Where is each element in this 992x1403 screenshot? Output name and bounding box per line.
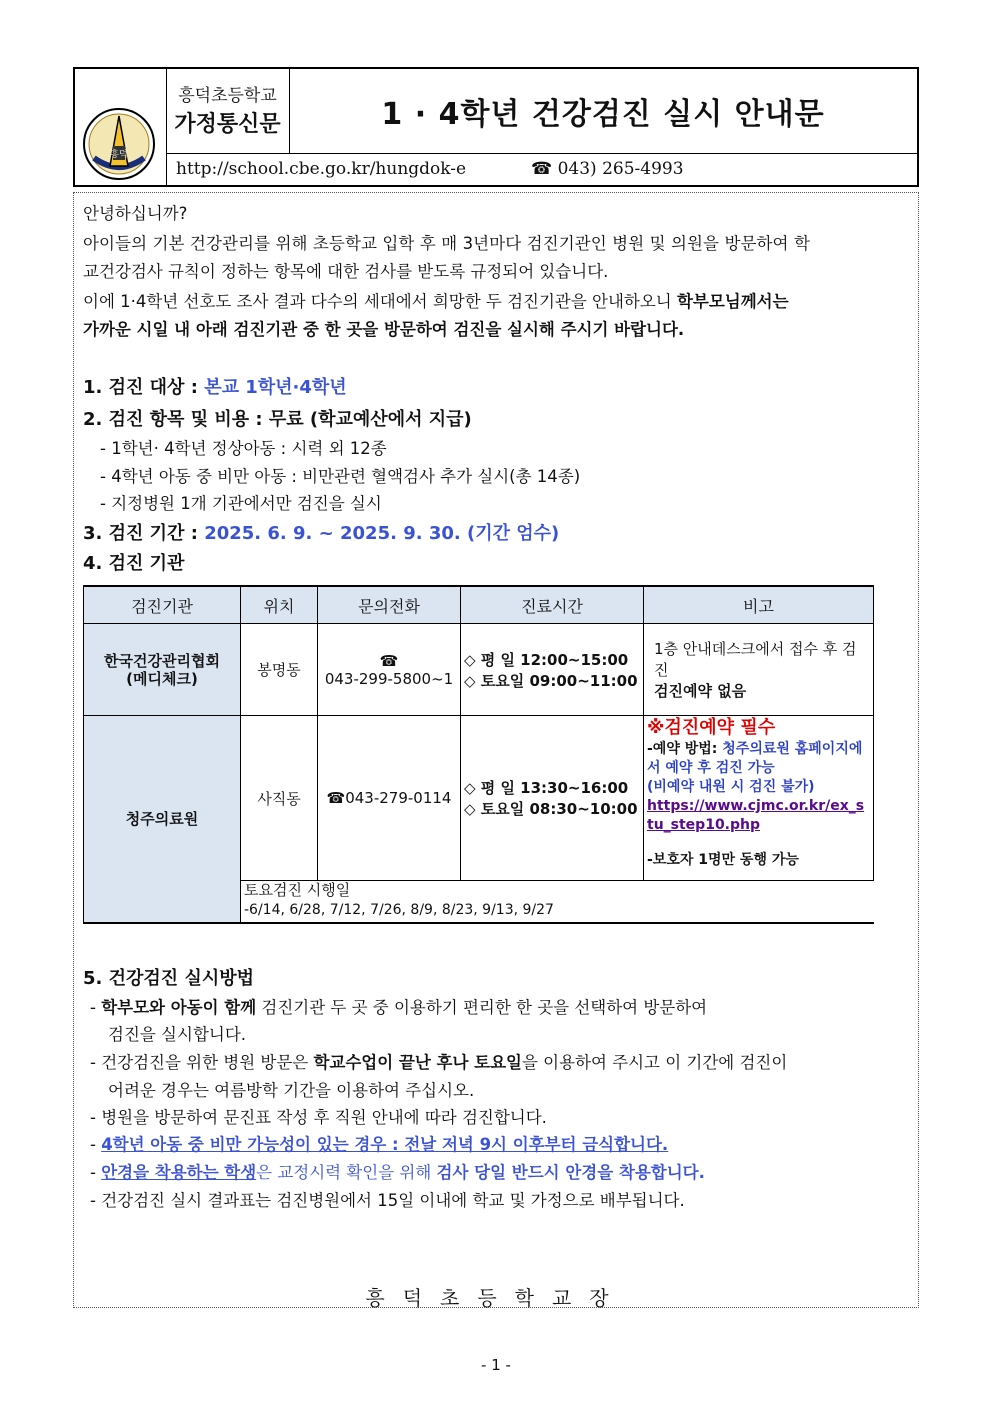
method-glasses-student: 안경을 착용하는 학생	[101, 1163, 257, 1182]
institution-table	[83, 585, 874, 924]
method-fasting: 4학년 아동 중 비만 가능성이 있는 경우 : 전날 저녁 9시 이후부터 금식합니다.	[101, 1135, 669, 1154]
saturday-schedule	[241, 881, 874, 923]
section-2-item: - 지정병원 1개 기관에서만 검진을 실시	[100, 494, 382, 513]
hospital-name: 한국건강관리협회 (메디체크)	[84, 624, 241, 716]
hospital-name: 청주의료원	[84, 716, 241, 923]
method-item: - 안경을 착용하는 학생은 교정시력 확인을 위해 검사 당일 반드시 안경을 착용합니다.	[90, 1163, 705, 1182]
hospital-phone: 043-299-5800~1	[324, 669, 454, 688]
method-text: 병원을 방문하여 문진표 작성 후 직원 안내에 따라 검진합니다.	[101, 1108, 547, 1127]
newsletter-label: 가정통신문	[174, 112, 281, 137]
col-header: 문의전화	[318, 586, 461, 624]
school-phone: ☎ 043) 265-4993	[531, 159, 684, 179]
section-2: 2. 검진 항목 및 비용 : 무료 (학교예산에서 지급)	[83, 409, 472, 430]
section-2-item: - 1학년· 4학년 정상아동 : 시력 외 12종	[100, 439, 387, 458]
col-header: 위치	[241, 586, 318, 624]
intro-p1b: 교건강검사 규칙이 정하는 항목에 대한 검사를 받도록 규정되어 있습니다.	[83, 262, 609, 281]
hours-weekday: ◇ 평 일 13:30~16:00	[464, 779, 629, 797]
reservation-link[interactable]: https://www.cjmc.or.kr/ex_stu_step10.php	[647, 797, 865, 833]
hospital-hours	[461, 624, 644, 716]
method-text: 검진기관 두 곳 중 이용하기 편리한 한 곳을 선택하여 방문하여	[256, 998, 708, 1017]
saturday-title: 토요검진 시행일	[244, 881, 351, 899]
method-item: - 병원을 방문하여 문진표 작성 후 직원 안내에 따라 검진합니다.	[90, 1108, 547, 1127]
note-line: 검진예약 없음	[654, 682, 747, 700]
school-url[interactable]: http://school.cbe.go.kr/hungdok-e	[176, 159, 467, 179]
hospital-phone: ☎043-279-0114	[318, 716, 461, 881]
method-label: -예약 방법:	[647, 741, 723, 758]
principal-signature: 흥덕초등학교장	[365, 1286, 627, 1310]
method-item: - 학부모와 아동이 함께 검진기관 두 곳 중 이용하기 편리한 한 곳을 선택하여 방문하여	[90, 998, 708, 1017]
section-3-value: 2025. 6. 9. ~ 2025. 9. 30. (기간 엄수)	[204, 523, 560, 544]
section-1-value: 본교 1학년·4학년	[204, 377, 347, 398]
method-item-cont: 어려운 경우는 여름방학 기간을 이용하여 주십시오.	[108, 1081, 475, 1100]
hospital-hours	[461, 716, 644, 881]
hospital-phone-cell	[318, 624, 461, 716]
phone-icon: ☎	[379, 651, 399, 670]
method-glasses: 검사 당일 반드시 안경을 착용합니다.	[436, 1163, 705, 1182]
method-text: 을 이용하여 주시고 이 기간에 검진이	[521, 1053, 788, 1072]
hours-saturday: ◇ 토요일 09:00~11:00	[464, 671, 638, 690]
col-header: 비고	[644, 586, 874, 624]
reservation-warning: (비예약 내원 시 검진 불가)	[647, 779, 815, 796]
intro-p2b: 가까운 시일 내 아래 검진기관 중 한 곳을 방문하여 검진을 실시해 주시기 바랍니다.	[83, 320, 685, 339]
table-row	[84, 716, 874, 881]
section-5: 5. 건강검진 실시방법	[83, 968, 254, 989]
section-4: 4. 검진 기관	[83, 553, 185, 574]
method-text: 은 교정시력 확인을 위해	[256, 1163, 437, 1182]
logo-cell	[75, 69, 167, 185]
school-cell	[166, 69, 290, 154]
greeting: 안녕하십니까?	[83, 204, 188, 223]
section-1-label: 1. 검진 대상 :	[83, 377, 205, 398]
page-title: 1 · 4학년 건강검진 실시 안내문	[381, 97, 825, 132]
method-item: - 4학년 아동 중 비만 가능성이 있는 경우 : 전날 저녁 9시 이후부터 금식합니다.	[90, 1135, 669, 1154]
method-text: 건강검진을 위한 병원 방문은	[101, 1053, 314, 1072]
logo-text: 흥덕	[110, 150, 128, 160]
reservation-required: ※검진예약 필수	[647, 717, 776, 738]
method-item: - 건강검진 실시 결과표는 검진병원에서 15일 이내에 학교 및 가정으로 배부됩니다.	[90, 1191, 685, 1210]
title-cell	[289, 69, 917, 154]
method-bold: 학부모와 아동이 함께	[101, 998, 257, 1017]
section-1	[83, 373, 347, 399]
method-text: 청주의료원 홈페이지에서 예약 후 검진 가능	[647, 741, 863, 777]
intro-p2a	[83, 288, 789, 312]
method-item-cont: 검진을 실시합니다.	[108, 1025, 247, 1044]
hours-weekday: ◇ 평 일 12:00~15:00	[464, 650, 629, 669]
section-3-label: 3. 검진 기간 :	[83, 523, 205, 544]
intro-p1a: 아이들의 기본 건강관리를 위해 초등학교 입학 후 매 3년마다 검진기관인 병원 및 의원을 방문하여 학	[83, 234, 810, 253]
section-2-item: - 4학년 아동 중 비만 아동 : 비만관련 혈액검사 추가 실시(총 14종)	[100, 467, 581, 486]
method-bold: 학교수업이 끝난 후나 토요일	[313, 1053, 522, 1072]
table-row	[84, 624, 874, 716]
hospital-location: 봉명동	[241, 624, 318, 716]
note-line: 1층 안내데스크에서 접수 후 검진	[654, 640, 857, 679]
intro-p2a-bold: 학부모님께서는	[676, 292, 789, 311]
guardian-note: -보호자 1명만 동행 가능	[647, 851, 799, 868]
school-logo-icon	[80, 106, 158, 181]
school-name: 흥덕초등학교	[178, 86, 277, 106]
newsletter-header	[73, 67, 919, 187]
col-header: 검진기관	[84, 586, 241, 624]
intro-p2a-text: 이에 1·4학년 선호도 조사 결과 다수의 세대에서 희망한 두 검진기관을 안내하오니	[83, 292, 677, 311]
saturday-dates: -6/14, 6/28, 7/12, 7/26, 8/9, 8/23, 9/13, 9/27	[244, 901, 554, 918]
hospital-note	[644, 716, 874, 881]
reservation-method	[647, 740, 870, 778]
section-3	[83, 519, 559, 545]
hospital-location: 사직동	[241, 716, 318, 881]
method-item: - 건강검진을 위한 병원 방문은 학교수업이 끝난 후나 토요일을 이용하여 주시고 이 기간에 검진이	[90, 1053, 788, 1072]
contact-cell	[166, 153, 917, 185]
method-text: 건강검진 실시 결과표는 검진병원에서 15일 이내에 학교 및 가정으로 배부됩니다.	[101, 1191, 685, 1210]
hospital-note	[644, 624, 874, 716]
table-header-row	[84, 586, 874, 624]
col-header: 진료시간	[461, 586, 644, 624]
hours-saturday: ◇ 토요일 08:30~10:00	[464, 800, 638, 818]
page-number: - 1 -	[481, 1356, 511, 1374]
